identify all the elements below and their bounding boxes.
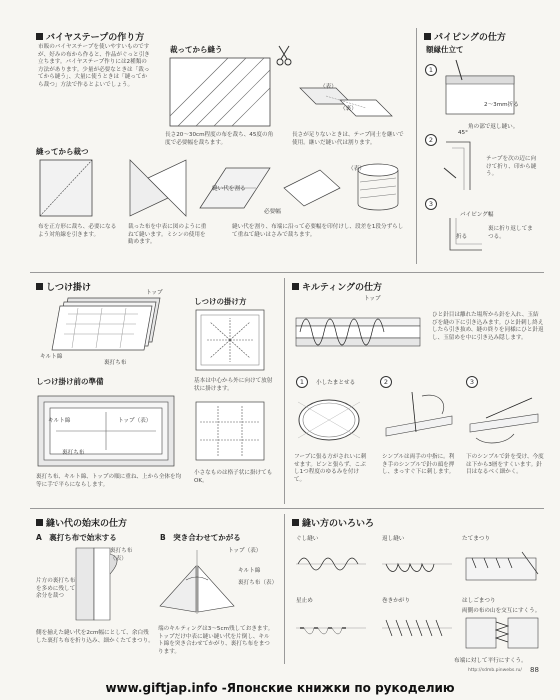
- label-backing: 裏打ち布: [104, 360, 127, 366]
- quilting-step-2-number: 2: [380, 376, 392, 388]
- radial-basting-diagram: [194, 308, 266, 372]
- step-2-note: テープを次の辺に向けて折り、印から縫う。: [486, 156, 537, 178]
- sew-then-cut-heading: 縫ってから裁つ: [36, 147, 89, 156]
- seam-finish-heading: [36, 516, 127, 529]
- square-bullet-icon: [292, 519, 299, 526]
- whip-stitch-diagram: [380, 606, 454, 646]
- piping-step-1-diagram: [442, 58, 518, 118]
- basting-note-1: 基本は中心から外に向けて放射状に掛けます。: [194, 378, 273, 392]
- sew-then-cut-caption-1: 布を正方形に裁ち、必要になるよう対角線を引きます。: [38, 224, 117, 238]
- seam-finish-title: 縫い代の始末の仕方: [46, 519, 128, 529]
- stitch-ladder-note: 両側の布の山を交互にすくう。: [462, 608, 541, 614]
- piping-title: パイピングの仕方: [434, 33, 506, 43]
- ladder-stitch-diagram: [462, 614, 542, 652]
- blind-stitch-diagram: [462, 544, 542, 588]
- square-fabric-diagram: [38, 158, 94, 218]
- bias-tape-intro: 市販のバイヤステープを使いやすいものですが、好みの布から作ると、作品がぐっと引き立ちます。バイヤステープ作りには2種類の方法があります。少量が必要なときは「裁ってから縫う」、大量に使うときは「縫ってから裁つ」方法で作るとよいでしょう。: [38, 44, 150, 88]
- prep-caption: 裏打ち布、キルト綿、トップの順に重ね、上から全体を均等に手で平らにならします。: [36, 474, 182, 488]
- method-b-label-3: 裏打ち布（表）: [238, 580, 278, 586]
- step-1-note: 角の部で返し縫い。: [468, 124, 519, 130]
- cut-then-sew-caption-2: 長さが足りないときは、テープ同士を継いで使用。継いだ縫い代は割ります。: [292, 132, 404, 146]
- stitch-back-label: 返し縫い: [382, 536, 405, 542]
- step-3-note: 裏に折り返してまつる。: [488, 226, 533, 240]
- triangles-diagram: [128, 158, 188, 218]
- prep-label-backing: 裏打ち布: [62, 450, 85, 456]
- divider-2: [30, 508, 544, 509]
- method-a-caption: 側を揃えた縫い代を2cm幅にとして、余白残した裏打ち布を折り込み、細かくたてまつり。: [36, 630, 154, 644]
- page-number: 88: [530, 666, 539, 674]
- footer-banner: www.giftjap.info -Японские книжки по рукоделию: [105, 681, 455, 695]
- basting-title: しつけ掛け: [46, 283, 92, 293]
- method-b-title: B 突き合わせてかがる: [160, 533, 241, 542]
- stitch-blind-label: たてまつり: [462, 536, 490, 542]
- step-3-number: 3: [425, 198, 437, 210]
- divider-1: [30, 272, 544, 273]
- quilting-label-top: トップ: [364, 296, 381, 302]
- bias-tape-title: バイヤステープの作り方: [46, 33, 145, 43]
- method-a-title: A 裏打ち布で始末する: [36, 533, 117, 542]
- stitch-running-label: ぐし縫い: [296, 536, 319, 542]
- sew-then-cut-caption-3: 縫い代を割り、布端に沿って必要幅を印付けし、段差を1段分ずらして重ねて縫いはさみで裁ちます。: [232, 224, 404, 238]
- method-b-diagram: [156, 546, 238, 616]
- back-stitch-diagram: [380, 544, 454, 584]
- label-seam-open: 縫い代を割る: [212, 186, 246, 192]
- cut-then-sew-caption-1: 長さ20〜30cm程度の布を裁ち、45度の角度で必要幅を裁ちます。: [165, 132, 274, 146]
- square-bullet-icon: [36, 519, 43, 526]
- label-front-2: （表）: [348, 166, 365, 172]
- method-a-label-2: 片方の裏打ち布を多めに残して余分を裁つ: [36, 578, 76, 600]
- basting-note-2: 小さなものは格子状に掛けてもOK。: [194, 470, 273, 484]
- piping-sub: 額縁仕立て: [426, 45, 464, 54]
- column-divider: [416, 28, 417, 264]
- bias-cut-diagram: [168, 56, 274, 128]
- running-stitch-diagram: [294, 544, 368, 584]
- grid-basting-diagram: [194, 400, 266, 462]
- piping-heading: [424, 30, 506, 43]
- piping-step-2-diagram: [442, 138, 482, 192]
- step-2-angle: 45°: [458, 130, 468, 136]
- hoop-diagram: [292, 388, 366, 448]
- label-top: トップ: [146, 290, 163, 296]
- needle-receive-diagram: [466, 388, 542, 448]
- square-bullet-icon: [424, 33, 431, 40]
- stitches-title: 縫い方のいろいろ: [302, 519, 375, 529]
- basting-method-title: しつけの掛け方: [194, 297, 247, 306]
- label-back: （裏）: [340, 106, 357, 112]
- quilting-title: キルティングの仕方: [302, 283, 383, 293]
- tube-cut-diagram: [280, 158, 404, 218]
- column-divider-2: [284, 278, 285, 504]
- quilting-intro: ひと針目は離れた場所から針を入れ、玉結びを縫の下に引き込みます。ひと針刺し終えしたら引き抜め、縫の終りを同様にひと針返し、玉留めを中に引き込み隠します。: [432, 312, 544, 341]
- cut-then-sew-heading: 裁ってから縫う: [170, 45, 223, 54]
- stitch-ladder-label: はしごまつり: [462, 598, 496, 604]
- prep-diagram: [36, 390, 176, 468]
- step-2-number: 2: [425, 134, 437, 146]
- prick-stitch-diagram: [294, 606, 368, 646]
- needle-push-diagram: [382, 388, 456, 448]
- method-b-caption: 端のキルティングは3〜5cm残しておきます。トップだけ中表に縫い縫い代を片倒し、キルト綿を突き合わせてかがり、裏打ち布をまつります。: [158, 626, 274, 655]
- layers-diagram: [48, 292, 172, 352]
- square-bullet-icon: [36, 283, 43, 290]
- prep-label-top: トップ（表）: [118, 418, 152, 424]
- tape-join-diagram: [296, 74, 396, 128]
- quilting-step-3-number: 3: [466, 376, 478, 388]
- step-3-label: パイピング幅: [460, 212, 494, 218]
- step-3-fold: 折る: [456, 234, 468, 240]
- method-b-label-2: キルト綿: [238, 568, 261, 574]
- bias-tape-heading: [36, 30, 144, 43]
- label-batting: キルト綿: [40, 354, 63, 360]
- label-front: （表）: [320, 84, 337, 90]
- square-bullet-icon: [36, 33, 43, 40]
- quilting-step-3-note: 下のシンブルで針を受け、今度は下から3層をすくいます。針目はなるべく細かく。: [466, 454, 544, 476]
- quilting-step-2-note: シンブルは両手の中指に。利き手のシンブルで針の頭を押し、まっすぐ下に刺します。: [382, 454, 455, 476]
- quilting-step-1-number: 1: [296, 376, 308, 388]
- watermark-url: http://sdmb.pinwebs.ru/: [468, 668, 522, 673]
- stitch-prick-label: 星止め: [296, 598, 313, 604]
- method-b-label-1: トップ（表）: [228, 548, 262, 554]
- step-1-number: 1: [425, 64, 437, 76]
- prep-label-batting: キルト綿: [48, 418, 71, 424]
- column-divider-3: [284, 514, 285, 664]
- stitch-ladder-note-2: 布端に対して平行にすくう。: [454, 658, 527, 664]
- quilting-step-1-label: 小したまとせる: [316, 380, 356, 386]
- scissors-icon: [274, 44, 294, 68]
- stitch-whip-label: 巻きかがり: [382, 598, 410, 604]
- quilting-heading: [292, 280, 382, 293]
- step-1-label: 2〜3mm折る: [484, 102, 519, 108]
- quilting-step-1-note: フープに張る方がされいに刺せます。ピンと張らず、こぶし1つ程度のゆるみを付けて。: [294, 454, 367, 483]
- label-required-width: 必要幅: [264, 209, 281, 215]
- square-bullet-icon: [292, 283, 299, 290]
- stitches-heading: [292, 516, 374, 529]
- quilting-layers-diagram: [292, 296, 424, 364]
- prep-title: しつけ掛け前の準備: [36, 377, 104, 386]
- sew-then-cut-caption-2: 裁った布を中表に図のように重ねて縫います。ミシンの使用を勧めます。: [128, 224, 207, 246]
- method-a-label-1: 裏打ち布（表）: [110, 548, 133, 562]
